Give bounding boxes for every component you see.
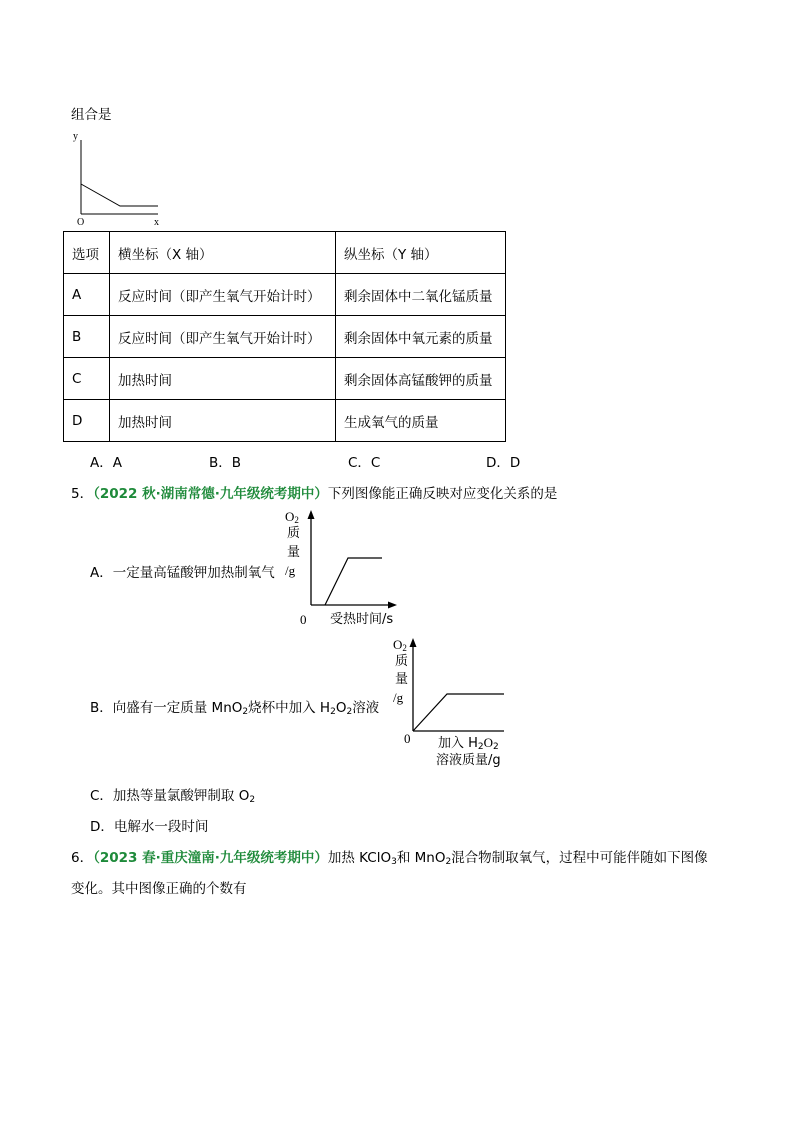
table-row	[64, 358, 506, 400]
q5-option-d[interactable]: D．电解水一段时间	[90, 819, 209, 835]
table-row	[64, 316, 506, 358]
q5-stem	[71, 482, 557, 502]
table-cell: B	[64, 316, 110, 358]
table-header-cell: 纵坐标（Y 轴）	[336, 232, 506, 274]
q5-number: 5．	[71, 486, 94, 502]
q5-graph-a-y-unit: /g	[285, 563, 296, 578]
table-cell: D	[64, 400, 110, 442]
q5-graph-b-x-label2: 溶液质量/g	[436, 753, 501, 768]
q5-graph-b-x-label1: 加入 $H_2O_2$	[438, 735, 499, 752]
q6-source: （2023 春·重庆潼南·九年级统考期中）	[93, 850, 328, 866]
q4-graph-y-label: y	[73, 131, 78, 142]
q4-intro-tail: 组合是	[71, 107, 112, 123]
choice-d[interactable]: D．D	[486, 455, 521, 471]
q5-graph-a-x-label: 受热时间/s	[330, 612, 394, 627]
q5-option-b[interactable]: B．向盛有一定质量 MnO$_2$烧杯中加入 $H_2O_2$溶液	[90, 700, 380, 717]
q5-option-c[interactable]: C．加热等量氯酸钾制取 $O_2$	[90, 788, 256, 805]
table-row	[64, 274, 506, 316]
q6-stem: 6．（2023 春·重庆潼南·九年级统考期中）加热 KClO$_3$和 MnO$_2$混合物制取氧气，过程中可能伴随如下图像	[71, 850, 708, 867]
q5-graph-a	[300, 505, 410, 610]
q4-graph-x-label: x	[154, 217, 159, 228]
choice-c[interactable]: C．C	[348, 455, 381, 471]
q5-graph-a-y-o: $O_2$	[285, 509, 299, 525]
q5-graph-a-line	[325, 558, 382, 605]
table-cell: 加热时间	[110, 400, 336, 442]
table-cell: 反应时间（即产生氧气开始计时）	[110, 316, 336, 358]
table-cell: C	[64, 358, 110, 400]
table-header-cell: 选项	[64, 232, 110, 274]
q5-graph-a-y-text1: 质	[287, 526, 301, 541]
q5-graph-b-y-text1: 质	[395, 654, 409, 669]
table-cell: A	[64, 274, 110, 316]
table-cell: 加热时间	[110, 358, 336, 400]
q4-graph-origin: O	[77, 217, 85, 228]
q5-graph-a-origin: 0	[300, 612, 307, 627]
table-cell: 剩余固体高锰酸钾的质量	[336, 358, 506, 400]
table-header-cell: 横坐标（X 轴）	[110, 232, 336, 274]
q5-graph-b-y-unit: /g	[393, 690, 404, 705]
table-cell: 剩余固体中氧元素的质量	[336, 316, 506, 358]
q5-graph-a-y-text2: 量	[287, 545, 301, 560]
q5-graph-b-origin: 0	[404, 731, 411, 746]
q6-stem-line2: 变化。其中图像正确的个数有	[71, 881, 247, 897]
q6-number: 6．	[71, 850, 94, 866]
choice-a[interactable]: A．A	[90, 455, 122, 471]
table-cell: 生成氧气的质量	[336, 400, 506, 442]
q5-graph-b-y-text2: 量	[395, 672, 409, 687]
table-row	[64, 232, 506, 274]
q4-options-table	[63, 231, 506, 442]
table-row	[64, 400, 506, 442]
q5-graph-b-y-o: $O_2$	[393, 637, 407, 653]
choice-b[interactable]: B．B	[209, 455, 242, 471]
table-cell: 反应时间（即产生氧气开始计时）	[110, 274, 336, 316]
q5-source: （2022 秋·湖南常德·九年级统考期中）	[93, 486, 328, 502]
q5-stem-text: 下列图像能正确反映对应变化关系的是	[327, 486, 558, 502]
q4-graph	[70, 128, 170, 228]
q4-graph-line	[81, 184, 158, 206]
q5-graph-b	[402, 633, 512, 733]
q5-option-a[interactable]: A．一定量高锰酸钾加热制氧气	[90, 565, 275, 581]
q5-graph-b-line	[413, 694, 504, 731]
table-cell: 剩余固体中二氧化锰质量	[336, 274, 506, 316]
